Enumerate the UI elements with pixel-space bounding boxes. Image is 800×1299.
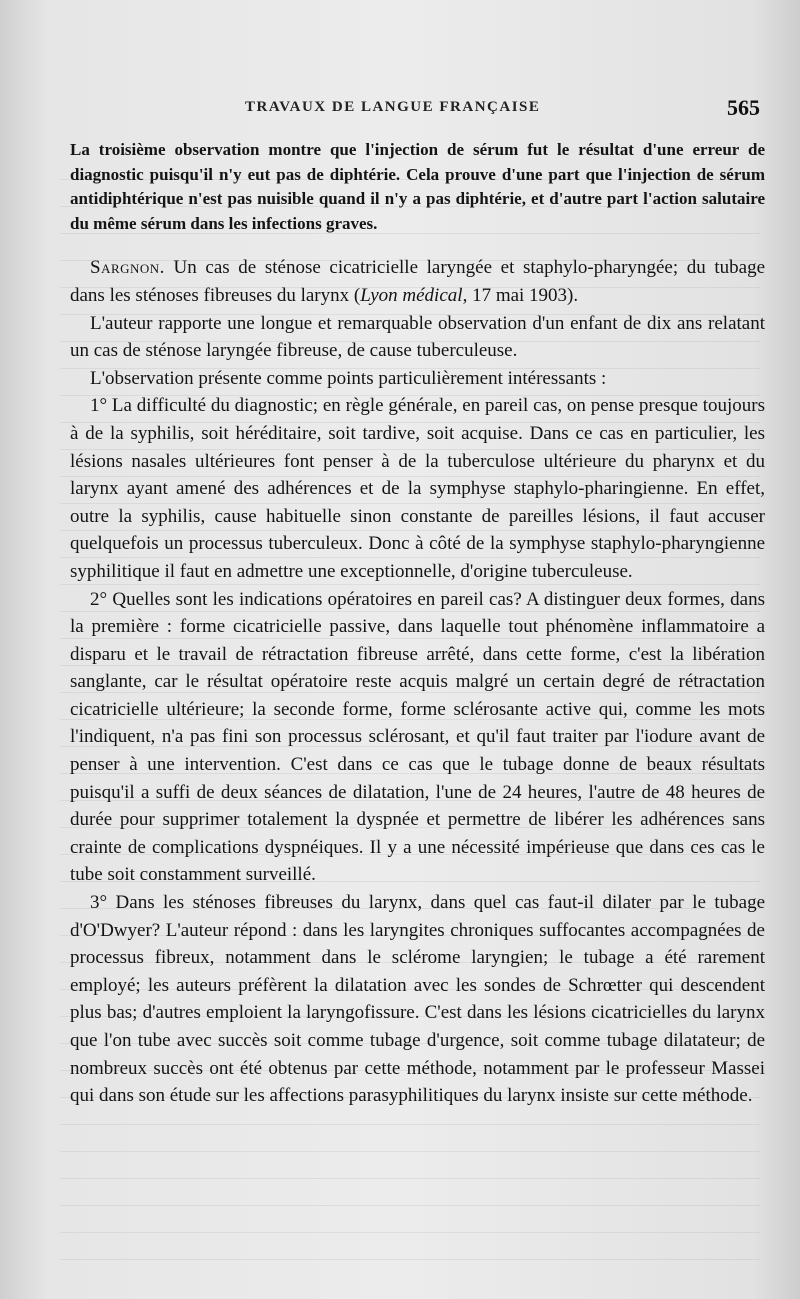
running-head: TRAVAUX DE LANGUE FRANÇAISE <box>245 99 541 115</box>
page-header <box>60 95 770 121</box>
entry-heading <box>70 254 765 309</box>
entry-paragraph: 2° Quelles sont les indications opératoires en pareil cas? A distinguer deux formes, dans la première : forme cicatricielle passive, dans laquelle tout phénomène inflammatoire a disparu et le travail de rétractation fibreuse arrêté, dans cette forme, c'est la libération sanglante, car le résultat opératoire reste acquis malgré un certain degré de rétractation cicatricielle ultérieure; la seconde forme, forme sclérosante active qui, comme les mots l'indiquent, n'a pas fini son processus sclérosant, et qu'il faut traiter par l'iodure avant de penser à une intervention. C'est dans ce cas que le tubage donne de beaux résultats puisqu'il a suffi de deux séances de dilatation, l'une de 24 heures, l'autre de 48 heures de durée pour supprimer totalement la dyspnée et permettre de libérer les adhérences sans crainte de complications dyspnéiques. Il y a une nécessité impérieuse que dans ces cas le tube soit constamment surveillé. <box>70 588 765 886</box>
intro-paragraph: La troisième observation montre que l'injection de sérum fut le résultat d'une erreur de diagnostic puisqu'il n'y eut pas de diphtérie. Cela prouve d'une part que l'injection de sérum antidiphtérique n'est pas nuisible quand il n'y a pas diphtérie, et d'autre part l'action salutaire du même sérum dans les infections graves. <box>70 140 765 233</box>
review-entry <box>70 254 765 1109</box>
intro-section <box>70 138 765 236</box>
entry-paragraph: L'observation présente comme points particulièrement intéressants : <box>90 367 607 389</box>
entry-paragraph: 3° Dans les sténoses fibreuses du larynx, dans quel cas faut-il dilater par le tubage d'O'Dwyer? L'auteur répond : dans les laryngites chroniques suffocantes accompagnées de processus fibreux, notamment dans le sclérome laryngien; le tubage a été rarement employé; les auteurs préfèrent la dilatation avec les sondes de Schrœtter qui descendent plus bas; d'autres emploient la laryngofissure. C'est dans les lésions cicatricielles du larynx que l'on tube avec succès soit comme tubage d'urgence, soit comme tubage dilatateur; de nombreux succès ont été obtenus par cette méthode, notamment par le professeur Massei qui dans son étude sur les affections parasyphilitiques du larynx insiste sur cette méthode. <box>70 892 765 1107</box>
entry-author: Sargnon. <box>90 257 165 279</box>
page-body <box>70 138 765 1110</box>
entry-date: , 17 mai 1903). <box>462 284 579 306</box>
page-number: 565 <box>727 95 760 120</box>
entry-title: Un cas de sténose cicatricielle laryngée et staphylo-pharyngée; du tubage dans les sténoses fibreuses du larynx ( <box>70 257 765 306</box>
entry-paragraph: 1° La difficulté du diagnostic; en règle générale, en pareil cas, on pense presque toujours à de la syphilis, soit héréditaire, soit tardive, soit acquise. Dans ce cas en particulier, les lésions nasales ultérieures font penser à de la tuberculose ultérieure du pharynx et du larynx ayant amené des adhérences et de la symphyse staphylo-pharingienne. En effet, outre la syphilis, cause habituelle sinon constante de pareilles lésions, il faut accuser quelquefois un processus tuberculeux. Donc à côté de la symphyse staphylo-pharyngienne syphilitique il faut en admettre une exceptionnelle, d'origine tuberculeuse. <box>70 395 765 582</box>
entry-journal: Lyon médical <box>360 284 463 306</box>
entry-paragraph: L'auteur rapporte une longue et remarquable observation d'un enfant de dix ans relatant un cas de sténose laryngée fibreuse, de cause tuberculeuse. <box>70 312 765 362</box>
